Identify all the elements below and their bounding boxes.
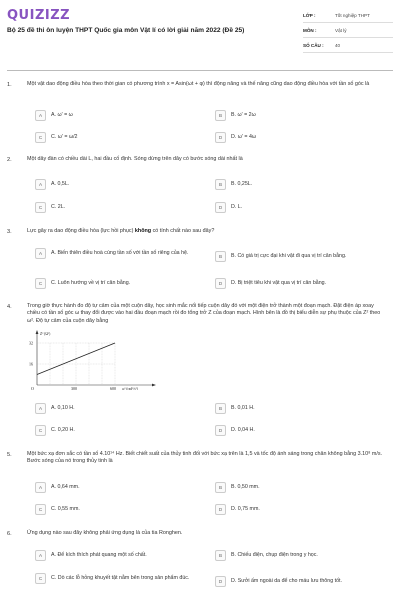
- meta-key: LỚP :: [303, 12, 316, 18]
- question-text-post: có tính chất nào sau đây?: [151, 228, 215, 234]
- option-c[interactable]: [35, 504, 80, 515]
- option-letter: C: [35, 573, 46, 584]
- option-letter: A: [35, 110, 46, 121]
- y-axis-arrow: [36, 330, 39, 334]
- option-letter: A: [35, 482, 46, 493]
- question-text-emphasis: không: [134, 228, 152, 234]
- question-text-pre: Lực gây ra dao động điều hòa (lực hồi phục): [27, 228, 135, 234]
- option-text: A. ω' = ω: [51, 112, 73, 119]
- option-c[interactable]: [35, 202, 65, 213]
- option-letter: D: [215, 576, 226, 587]
- option-c[interactable]: [35, 573, 205, 584]
- question-number: 6.: [7, 531, 12, 537]
- option-letter: B: [215, 251, 226, 262]
- option-c[interactable]: [35, 425, 75, 436]
- option-a[interactable]: [35, 110, 73, 121]
- option-text: B. 0,50 mm.: [231, 484, 260, 491]
- meta-table: [303, 8, 393, 53]
- option-b[interactable]: [215, 251, 346, 262]
- option-letter: A: [35, 179, 46, 190]
- option-b[interactable]: [215, 550, 318, 561]
- option-text: A. 0,64 mm.: [51, 484, 80, 491]
- option-text: D. Bị triệt tiêu khi vật qua vị trí cân bằng.: [231, 280, 327, 287]
- option-letter: A: [35, 550, 46, 561]
- option-text: C. Luôn hướng về vị trí cân bằng.: [51, 280, 131, 287]
- option-text: D. Sưởi ấm ngoài da để cho máu lưu thông tốt.: [231, 578, 342, 585]
- option-letter: D: [215, 504, 226, 515]
- option-letter: C: [35, 278, 46, 289]
- option-d[interactable]: [215, 425, 255, 436]
- x-tick-label: 600: [110, 386, 116, 390]
- question-text: Ứng dụng nào sau đây không phải ứng dụng là của tia Ronghen.: [27, 530, 183, 536]
- option-letter: A: [35, 248, 46, 259]
- option-b[interactable]: [215, 482, 260, 493]
- option-d[interactable]: [215, 278, 326, 289]
- meta-row-subject: [303, 23, 393, 38]
- option-text: B. Chiếu điện, chụp điện trong y học.: [231, 552, 318, 559]
- option-letter: B: [215, 403, 226, 414]
- meta-value: 40: [335, 42, 341, 48]
- option-text: A. Biến thiên điều hoà cùng tần số với tần số riêng của hệ.: [51, 250, 189, 257]
- option-c[interactable]: [35, 278, 130, 289]
- y-tick-label: 32: [29, 340, 33, 346]
- question-text: Một vật dao động điều hòa theo thời gian có phương trình x = Asin(ωt + φ) thì động năng và thế năng cũng dao động điều hòa với tần số góc là: [27, 81, 370, 87]
- option-text: D. 0,75 mm.: [231, 506, 260, 513]
- option-text: B. Có giá trị cực đại khi vật đi qua vị trí cân bằng.: [231, 253, 347, 260]
- meta-key: MÔN :: [303, 27, 317, 33]
- option-text: C. 0,20 H.: [51, 427, 75, 434]
- question-number: 5.: [7, 452, 12, 458]
- option-b[interactable]: [215, 110, 256, 121]
- option-letter: C: [35, 425, 46, 436]
- x-axis-label: ω² (rad²/s²): [122, 387, 138, 390]
- option-text: C. Dò các lỗ hỏng khuyết tật nằm bên trong sản phẩm đúc.: [51, 575, 190, 582]
- meta-key: SỐ CÂU :: [303, 42, 324, 48]
- question-text: Trong giờ thực hành đo độ tự cảm của một cuộn dây, học sinh mắc nối tiếp cuộn dây đó với một điện trở thành một đoạn mạch. Đặt điện áp xoay chiều có tần số góc ω thay đổi được vào hai đầu đoạn mạch rồi đo tổng trở Z của đoạn mạch. Hình bên là đồ thị biểu diễn sự phụ thuộc của Z² theo ω². Độ tự cảm của cuộn dây bằng: [27, 303, 381, 324]
- option-b[interactable]: [215, 403, 255, 414]
- question-number: 4.: [7, 304, 12, 310]
- option-a[interactable]: [35, 482, 80, 493]
- question-text: Một bức xạ đơn sắc có tần số 4.10¹⁴ Hz. Biết chiết suất của thủy tinh đối với bức xạ trên là 1,5 và tốc độ ánh sáng trong chân không bằng 3.10⁸ m/s. Bước sóng của nó trong thủy tinh là: [27, 451, 383, 465]
- question-number: 1.: [7, 82, 12, 88]
- option-d[interactable]: [215, 132, 256, 143]
- option-text: A. 0,10 H.: [51, 405, 75, 412]
- option-text: B. ω' = 2ω: [231, 112, 256, 119]
- question-number: 3.: [7, 229, 12, 235]
- grid-lines: [37, 343, 115, 385]
- page-title: Bộ 25 đề thi ôn luyện THPT Quốc gia môn Vật lí có lời giải năm 2022 (Đề 25): [7, 27, 245, 34]
- option-letter: D: [215, 425, 226, 436]
- option-text: C. ω' = ω/2: [51, 134, 78, 141]
- question-number: 2.: [7, 157, 12, 163]
- question-text: [27, 228, 387, 235]
- option-b[interactable]: [215, 179, 252, 190]
- option-c[interactable]: [35, 132, 78, 143]
- option-d[interactable]: [215, 504, 260, 515]
- option-text: A. Để kích thích phát quang một số chất.: [51, 552, 147, 559]
- meta-value: Vật lý: [335, 27, 347, 33]
- option-a[interactable]: [35, 179, 69, 190]
- option-letter: B: [215, 482, 226, 493]
- x-axis-arrow: [152, 384, 156, 387]
- z2-omega2-graph: [27, 330, 157, 390]
- option-text: C. 2L.: [51, 204, 66, 211]
- meta-value: Tốt nghiệp THPT: [335, 12, 370, 18]
- meta-row-class: [303, 8, 393, 23]
- y-axis-label: Z² (Ω²): [40, 332, 51, 336]
- option-text: B. 0,01 H.: [231, 405, 255, 412]
- option-letter: C: [35, 132, 46, 143]
- option-letter: B: [215, 179, 226, 190]
- option-text: C. 0,55 mm.: [51, 506, 80, 513]
- meta-row-count: [303, 38, 393, 53]
- option-letter: A: [35, 403, 46, 414]
- option-text: D. 0,04 H.: [231, 427, 255, 434]
- option-letter: D: [215, 202, 226, 213]
- option-text: D. ω' = 4ω: [231, 134, 257, 141]
- data-line: [37, 343, 115, 375]
- option-letter: C: [35, 202, 46, 213]
- option-text: B. 0,25L.: [231, 181, 253, 188]
- option-a[interactable]: [35, 403, 75, 414]
- option-a[interactable]: [35, 248, 195, 259]
- y-tick-label: 16: [29, 361, 33, 367]
- option-text: A. 0,5L.: [51, 181, 70, 188]
- option-letter: C: [35, 504, 46, 515]
- option-letter: B: [215, 110, 226, 121]
- question-text: Một dây đàn có chiều dài L, hai đầu cố định. Sóng dừng trên dây có bước sóng dài nhất là: [27, 156, 243, 162]
- option-letter: D: [215, 278, 226, 289]
- origin-label: O: [31, 386, 34, 390]
- brand-logo: QUIZIZZ: [7, 8, 71, 23]
- header-divider: [7, 70, 393, 71]
- option-a[interactable]: [35, 550, 147, 561]
- option-d[interactable]: [215, 202, 242, 213]
- option-text: D. L.: [231, 204, 243, 211]
- x-tick-label: 300: [71, 386, 77, 390]
- option-letter: D: [215, 132, 226, 143]
- option-d[interactable]: [215, 576, 342, 587]
- option-letter: B: [215, 550, 226, 561]
